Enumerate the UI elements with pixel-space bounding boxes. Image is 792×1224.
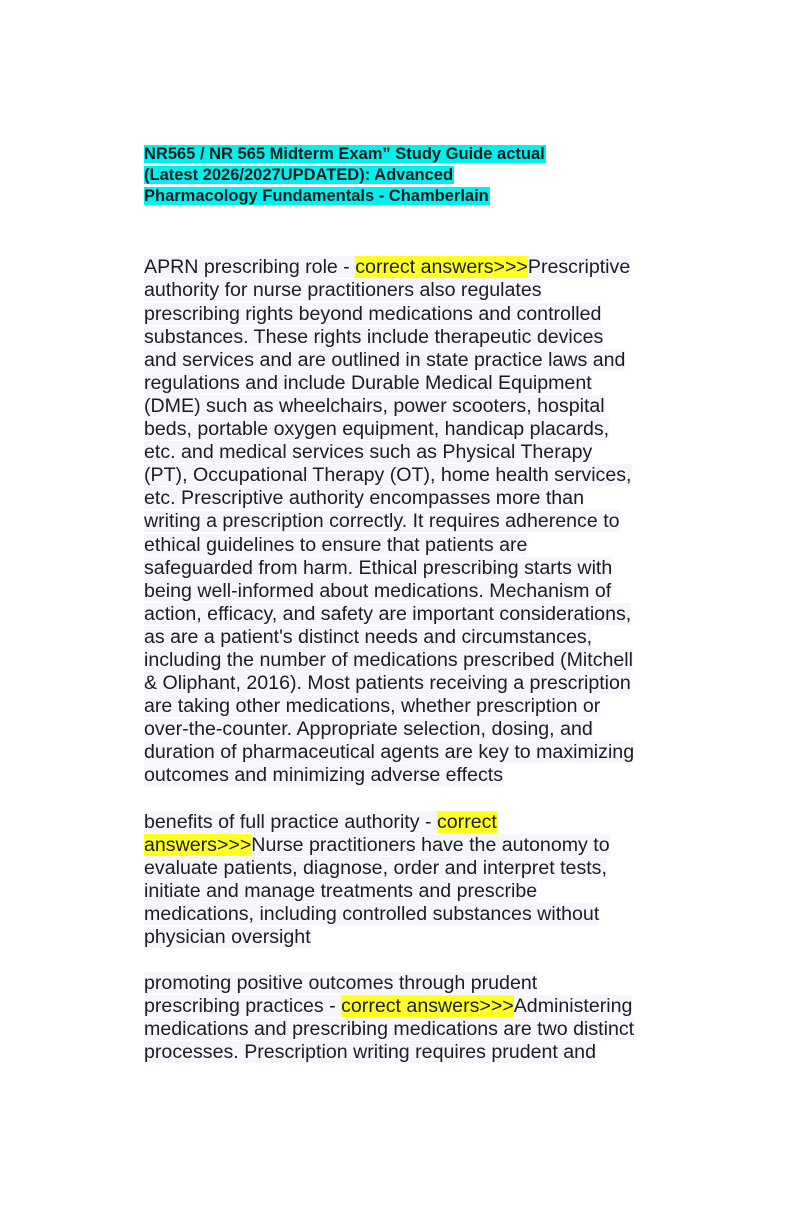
line-text: initiate and manage treatments and prescribe (144, 879, 538, 902)
line-text: & Oliphant, 2016). Most patients receiving a prescription (144, 672, 631, 695)
paragraph-line (144, 510, 654, 533)
paragraph-line (144, 811, 654, 834)
title-line (144, 186, 654, 207)
paragraph-line (144, 557, 654, 580)
line-text: APRN prescribing role - (144, 256, 356, 279)
line-text: medications, including controlled substances without (144, 902, 600, 925)
qa-paragraph (144, 256, 654, 787)
line-text: prescribing rights beyond medications and controlled (144, 302, 602, 325)
line-text: are taking other medications, whether prescription or (144, 695, 601, 718)
line-text: (DME) such as wheelchairs, power scooters, hospital (144, 394, 605, 417)
line-text: processes. Prescription writing requires prudent and (144, 1041, 596, 1064)
line-text: substances. These rights include therapeutic devices (144, 325, 604, 348)
paragraph-line (144, 603, 654, 626)
title-line-text: (Latest 2026/2027UPDATED): Advanced (144, 165, 454, 184)
paragraph-line (144, 857, 654, 880)
line-text: etc. and medical services such as Physical Therapy (144, 441, 593, 464)
paragraph-line (144, 372, 654, 395)
document-body (144, 256, 654, 1064)
paragraph-line (144, 349, 654, 372)
paragraph-line (144, 741, 654, 764)
line-text: including the number of medications prescribed (Mitchell (144, 648, 633, 671)
paragraph-line (144, 279, 654, 302)
paragraph-line (144, 534, 654, 557)
answer-highlight: correct (436, 810, 497, 833)
line-text: outcomes and minimizing adverse effects (144, 764, 504, 787)
paragraph-line (144, 764, 654, 787)
title-line (144, 165, 654, 186)
line-text: over-the-counter. Appropriate selection, dosing, and (144, 718, 593, 741)
title-line (144, 144, 654, 165)
paragraph-line (144, 626, 654, 649)
line-text: duration of pharmaceutical agents are key to maximizing (144, 741, 635, 764)
paragraph-line (144, 995, 654, 1018)
paragraph-line (144, 649, 654, 672)
paragraph-line (144, 718, 654, 741)
paragraph-line (144, 1041, 654, 1064)
paragraph-line (144, 880, 654, 903)
line-text: medications and prescribing medications are two distinct (144, 1018, 635, 1041)
paragraph-line (144, 441, 654, 464)
line-text: regulations and include Durable Medical Equipment (144, 371, 592, 394)
paragraph-line (144, 580, 654, 603)
paragraph-line (144, 256, 654, 279)
document-content (144, 144, 654, 1087)
title-line-text: Pharmacology Fundamentals - Chamberlain (144, 186, 489, 205)
line-text: benefits of full practice authority - (144, 810, 437, 833)
paragraph-line (144, 487, 654, 510)
line-text: Prescriptive (527, 256, 631, 279)
answer-highlight: answers>>> (144, 833, 252, 856)
line-text: etc. Prescriptive authority encompasses more than (144, 487, 584, 510)
line-text: physician oversight (144, 926, 311, 949)
title-line-text: NR565 / NR 565 Midterm Exam” Study Guide actual (144, 145, 545, 163)
line-text: action, efficacy, and safety are important considerations, (144, 602, 632, 625)
line-text: promoting positive outcomes through prudent (144, 972, 538, 995)
line-text: evaluate patients, diagnose, order and interpret tests, (144, 856, 607, 879)
paragraph-line (144, 972, 654, 995)
paragraph-line (144, 926, 654, 949)
paragraph-line (144, 395, 654, 418)
line-text: and services and are outlined in state practice laws and (144, 348, 626, 371)
paragraph-line (144, 834, 654, 857)
line-text: as are a patient's distinct needs and circumstances, (144, 625, 593, 648)
line-text: beds, portable oxygen equipment, handicap placards, (144, 418, 610, 441)
line-text: prescribing practices - (144, 995, 342, 1018)
line-text: (PT), Occupational Therapy (OT), home health services, (144, 464, 632, 487)
qa-paragraph (144, 972, 654, 1064)
document-title (144, 144, 654, 206)
paragraph-line (144, 672, 654, 695)
paragraph-line (144, 1018, 654, 1041)
line-text: authority for nurse practitioners also regulates (144, 279, 542, 302)
line-text: being well-informed about medications. Mechanism of (144, 579, 612, 602)
answer-highlight: correct answers>>> (355, 256, 528, 279)
paragraph-line (144, 326, 654, 349)
qa-paragraph (144, 811, 654, 950)
paragraph-line (144, 464, 654, 487)
paragraph-line (144, 903, 654, 926)
line-text: ethical guidelines to ensure that patients are (144, 533, 528, 556)
paragraph-line (144, 418, 654, 441)
paragraph-line (144, 303, 654, 326)
line-text: safeguarded from harm. Ethical prescribing starts with (144, 556, 613, 579)
answer-highlight: correct answers>>> (341, 995, 514, 1018)
line-text: Nurse practitioners have the autonomy to (251, 833, 610, 856)
line-text: writing a prescription correctly. It requires adherence to (144, 510, 620, 533)
paragraph-line (144, 695, 654, 718)
line-text: Administering (513, 995, 633, 1018)
